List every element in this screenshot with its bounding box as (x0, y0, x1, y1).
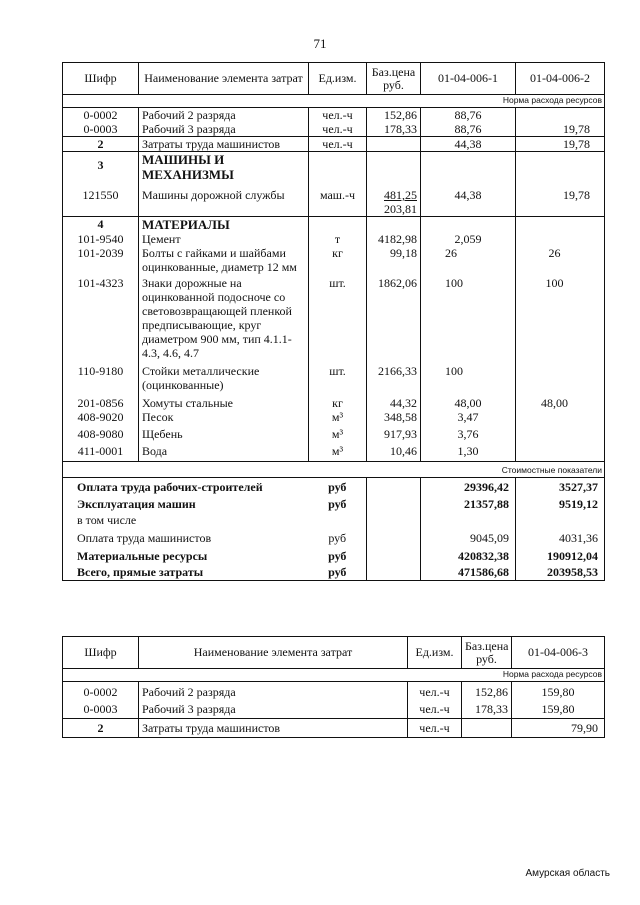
table-row-machinists (63, 137, 605, 152)
cost-row (63, 527, 605, 545)
table-row (63, 392, 605, 410)
header-code: Шифр (63, 637, 139, 669)
cost-unit: руб (309, 478, 367, 495)
cell-price: 917,93 (367, 424, 421, 441)
header-unit: Ед.изм. (408, 637, 462, 669)
table-row (63, 699, 605, 719)
cell-code: 408-9080 (63, 424, 139, 441)
cell-v1: 44,38 (421, 137, 516, 152)
cell-price: 152,86 (367, 108, 421, 123)
cell-v2 (516, 410, 605, 424)
cell-code: 0-0003 (63, 122, 139, 137)
page-number: 71 (313, 36, 327, 51)
cost-row (63, 545, 605, 563)
cell-code: 101-2039 (63, 246, 139, 274)
cost-row (63, 494, 605, 511)
cell-price: 4182,98 (367, 232, 421, 246)
cost-name: Материальные ресурсы (63, 545, 309, 563)
cost-row-total (63, 563, 605, 581)
cell-v1: 3,47 (421, 410, 516, 424)
cost-v2 (516, 511, 605, 527)
header-name: Наименование элемента затрат (139, 637, 408, 669)
price-second: 203,81 (384, 202, 417, 216)
section-title: МАШИНЫ И МЕХАНИЗМЫ (139, 152, 309, 183)
header-code: Шифр (63, 63, 139, 95)
cell-v2 (516, 232, 605, 246)
cell-v1: 159,80 (512, 682, 605, 700)
cell-name: Рабочий 3 разряда (139, 122, 309, 137)
cell-name: Затраты труда машинистов (139, 719, 408, 738)
table-row-machinists (63, 719, 605, 738)
cell-name: Хомуты стальные (139, 392, 309, 410)
cell-unit: т (309, 232, 367, 246)
table-row (63, 274, 605, 360)
resource-table-1 (62, 62, 605, 581)
cell-name: Болты с гайками и шайбами оцинкованные, диаметр 12 мм (139, 246, 309, 274)
table-row (63, 108, 605, 123)
cell-unit: кг (309, 392, 367, 410)
cell-name: Песок (139, 410, 309, 424)
cell-v2: 48,00 (516, 392, 605, 410)
cell-v1: 26 (421, 246, 516, 274)
header-price: Баз.цена руб. (367, 63, 421, 95)
cell-v2: 19,78 (516, 137, 605, 152)
cell-code: 110-9180 (63, 360, 139, 392)
norm-row (63, 669, 605, 682)
table-row (63, 424, 605, 441)
section-row-machines (63, 152, 605, 183)
cell-v1: 48,00 (421, 392, 516, 410)
cell-v1: 3,76 (421, 424, 516, 441)
cost-v1: 21357,88 (421, 494, 516, 511)
header-col1: 01-04-006-3 (512, 637, 605, 669)
table-row (63, 246, 605, 274)
cost-unit (309, 511, 367, 527)
cell-name: Знаки дорожные на оцинкованной подосноче со световозвращающей пленкой предписывающие, круг диаметром 900 мм, тип 4.1.1-4.3, 4.6, 4.7 (139, 274, 309, 360)
cell-price: 152,86 (462, 682, 512, 700)
cell-price: 348,58 (367, 410, 421, 424)
cell-unit: м³ (309, 410, 367, 424)
cell-code: 101-9540 (63, 232, 139, 246)
table-row (63, 122, 605, 137)
cell-price: 10,46 (367, 441, 421, 462)
norm-label: Норма расхода ресурсов (63, 669, 605, 682)
cell-unit: чел.-ч (309, 108, 367, 123)
cell-v2: 19,78 (516, 122, 605, 137)
norm-label: Норма расхода ресурсов (63, 95, 605, 108)
cell-unit: чел.-ч (309, 137, 367, 152)
cost-v2: 203958,53 (516, 563, 605, 581)
cell-v2: 19,78 (516, 182, 605, 217)
cell-price: 44,32 (367, 392, 421, 410)
cell-price: 1862,06 (367, 274, 421, 360)
table-row (63, 360, 605, 392)
cell-v1: 1,30 (421, 441, 516, 462)
section-row-materials (63, 217, 605, 233)
cell-price: 178,33 (367, 122, 421, 137)
table-header (63, 63, 605, 95)
cell-name: Машины дорожной службы (139, 182, 309, 217)
section-code: 4 (63, 217, 139, 233)
footer-region: Амурская область (525, 868, 610, 879)
table-row (63, 682, 605, 700)
cost-v2: 9519,12 (516, 494, 605, 511)
cell-name: Рабочий 3 разряда (139, 699, 408, 719)
cell-v2 (516, 441, 605, 462)
cost-label: Стоимостные показатели (63, 462, 605, 478)
cell-price (367, 182, 421, 217)
section-title: МАТЕРИАЛЫ (139, 217, 309, 233)
cost-v1: 9045,09 (421, 527, 516, 545)
cost-name: Всего, прямые затраты (63, 563, 309, 581)
table-row (63, 441, 605, 462)
header-col2: 01-04-006-2 (516, 63, 605, 95)
cell-v2: 26 (516, 246, 605, 274)
cost-unit: руб (309, 545, 367, 563)
resource-table-2 (62, 636, 605, 738)
cost-label-row (63, 462, 605, 478)
cell-v1: 44,38 (421, 182, 516, 217)
table-header (63, 637, 605, 669)
price-underlined: 481,25 (384, 188, 417, 202)
cost-v1: 471586,68 (421, 563, 516, 581)
cell-v1: 159,80 (512, 699, 605, 719)
cell-unit: м³ (309, 441, 367, 462)
cell-v2 (516, 360, 605, 392)
cell-unit: шт. (309, 274, 367, 360)
cell-v1: 2,059 (421, 232, 516, 246)
cell-code: 201-0856 (63, 392, 139, 410)
cell-v1: 100 (421, 360, 516, 392)
cost-unit: руб (309, 527, 367, 545)
cell-unit: маш.-ч (309, 182, 367, 217)
cell-code: 0-0002 (63, 682, 139, 700)
cost-v1 (421, 511, 516, 527)
cost-unit: руб (309, 563, 367, 581)
cell-code: 0-0002 (63, 108, 139, 123)
cell-unit: шт. (309, 360, 367, 392)
cell-v1: 100 (421, 274, 516, 360)
cost-v2: 190912,04 (516, 545, 605, 563)
cell-v1: 88,76 (421, 108, 516, 123)
cell-name: Стойки металлические (оцинкованные) (139, 360, 309, 392)
cell-name: Щебень (139, 424, 309, 441)
cell-v1: 88,76 (421, 122, 516, 137)
cell-code: 2 (63, 719, 139, 738)
cost-row (63, 511, 605, 527)
header-name: Наименование элемента затрат (139, 63, 309, 95)
cell-unit: чел.-ч (408, 682, 462, 700)
cell-code: 411-0001 (63, 441, 139, 462)
cell-v2 (516, 108, 605, 123)
table-row (63, 410, 605, 424)
cost-v2: 3527,37 (516, 478, 605, 495)
cost-name: Оплата труда рабочих-строителей (63, 478, 309, 495)
cell-price (462, 719, 512, 738)
header-unit: Ед.изм. (309, 63, 367, 95)
cell-name: Рабочий 2 разряда (139, 682, 408, 700)
cost-v1: 29396,42 (421, 478, 516, 495)
cost-row (63, 478, 605, 495)
cell-unit: м³ (309, 424, 367, 441)
cell-name: Рабочий 2 разряда (139, 108, 309, 123)
cell-price (367, 137, 421, 152)
cell-unit: чел.-ч (408, 699, 462, 719)
cell-price: 99,18 (367, 246, 421, 274)
cost-name: в том числе (63, 511, 309, 527)
cell-price: 2166,33 (367, 360, 421, 392)
cell-name: Цемент (139, 232, 309, 246)
cell-v2: 100 (516, 274, 605, 360)
cell-code: 2 (63, 137, 139, 152)
section-code: 3 (63, 152, 139, 183)
cost-v2: 4031,36 (516, 527, 605, 545)
cell-code: 121550 (63, 182, 139, 217)
cost-unit: руб (309, 494, 367, 511)
cell-code: 0-0003 (63, 699, 139, 719)
cell-v2 (516, 424, 605, 441)
table-row (63, 182, 605, 217)
cell-unit: кг (309, 246, 367, 274)
table-row (63, 232, 605, 246)
header-price: Баз.цена руб. (462, 637, 512, 669)
header-col1: 01-04-006-1 (421, 63, 516, 95)
cell-unit: чел.-ч (309, 122, 367, 137)
cell-name: Вода (139, 441, 309, 462)
cost-name: Эксплуатация машин (63, 494, 309, 511)
norm-row (63, 95, 605, 108)
cell-code: 101-4323 (63, 274, 139, 360)
cell-v1: 79,90 (512, 719, 605, 738)
cell-price: 178,33 (462, 699, 512, 719)
cost-v1: 420832,38 (421, 545, 516, 563)
cell-unit: чел.-ч (408, 719, 462, 738)
cell-code: 408-9020 (63, 410, 139, 424)
cost-name: Оплата труда машинистов (63, 527, 309, 545)
cell-name: Затраты труда машинистов (139, 137, 309, 152)
